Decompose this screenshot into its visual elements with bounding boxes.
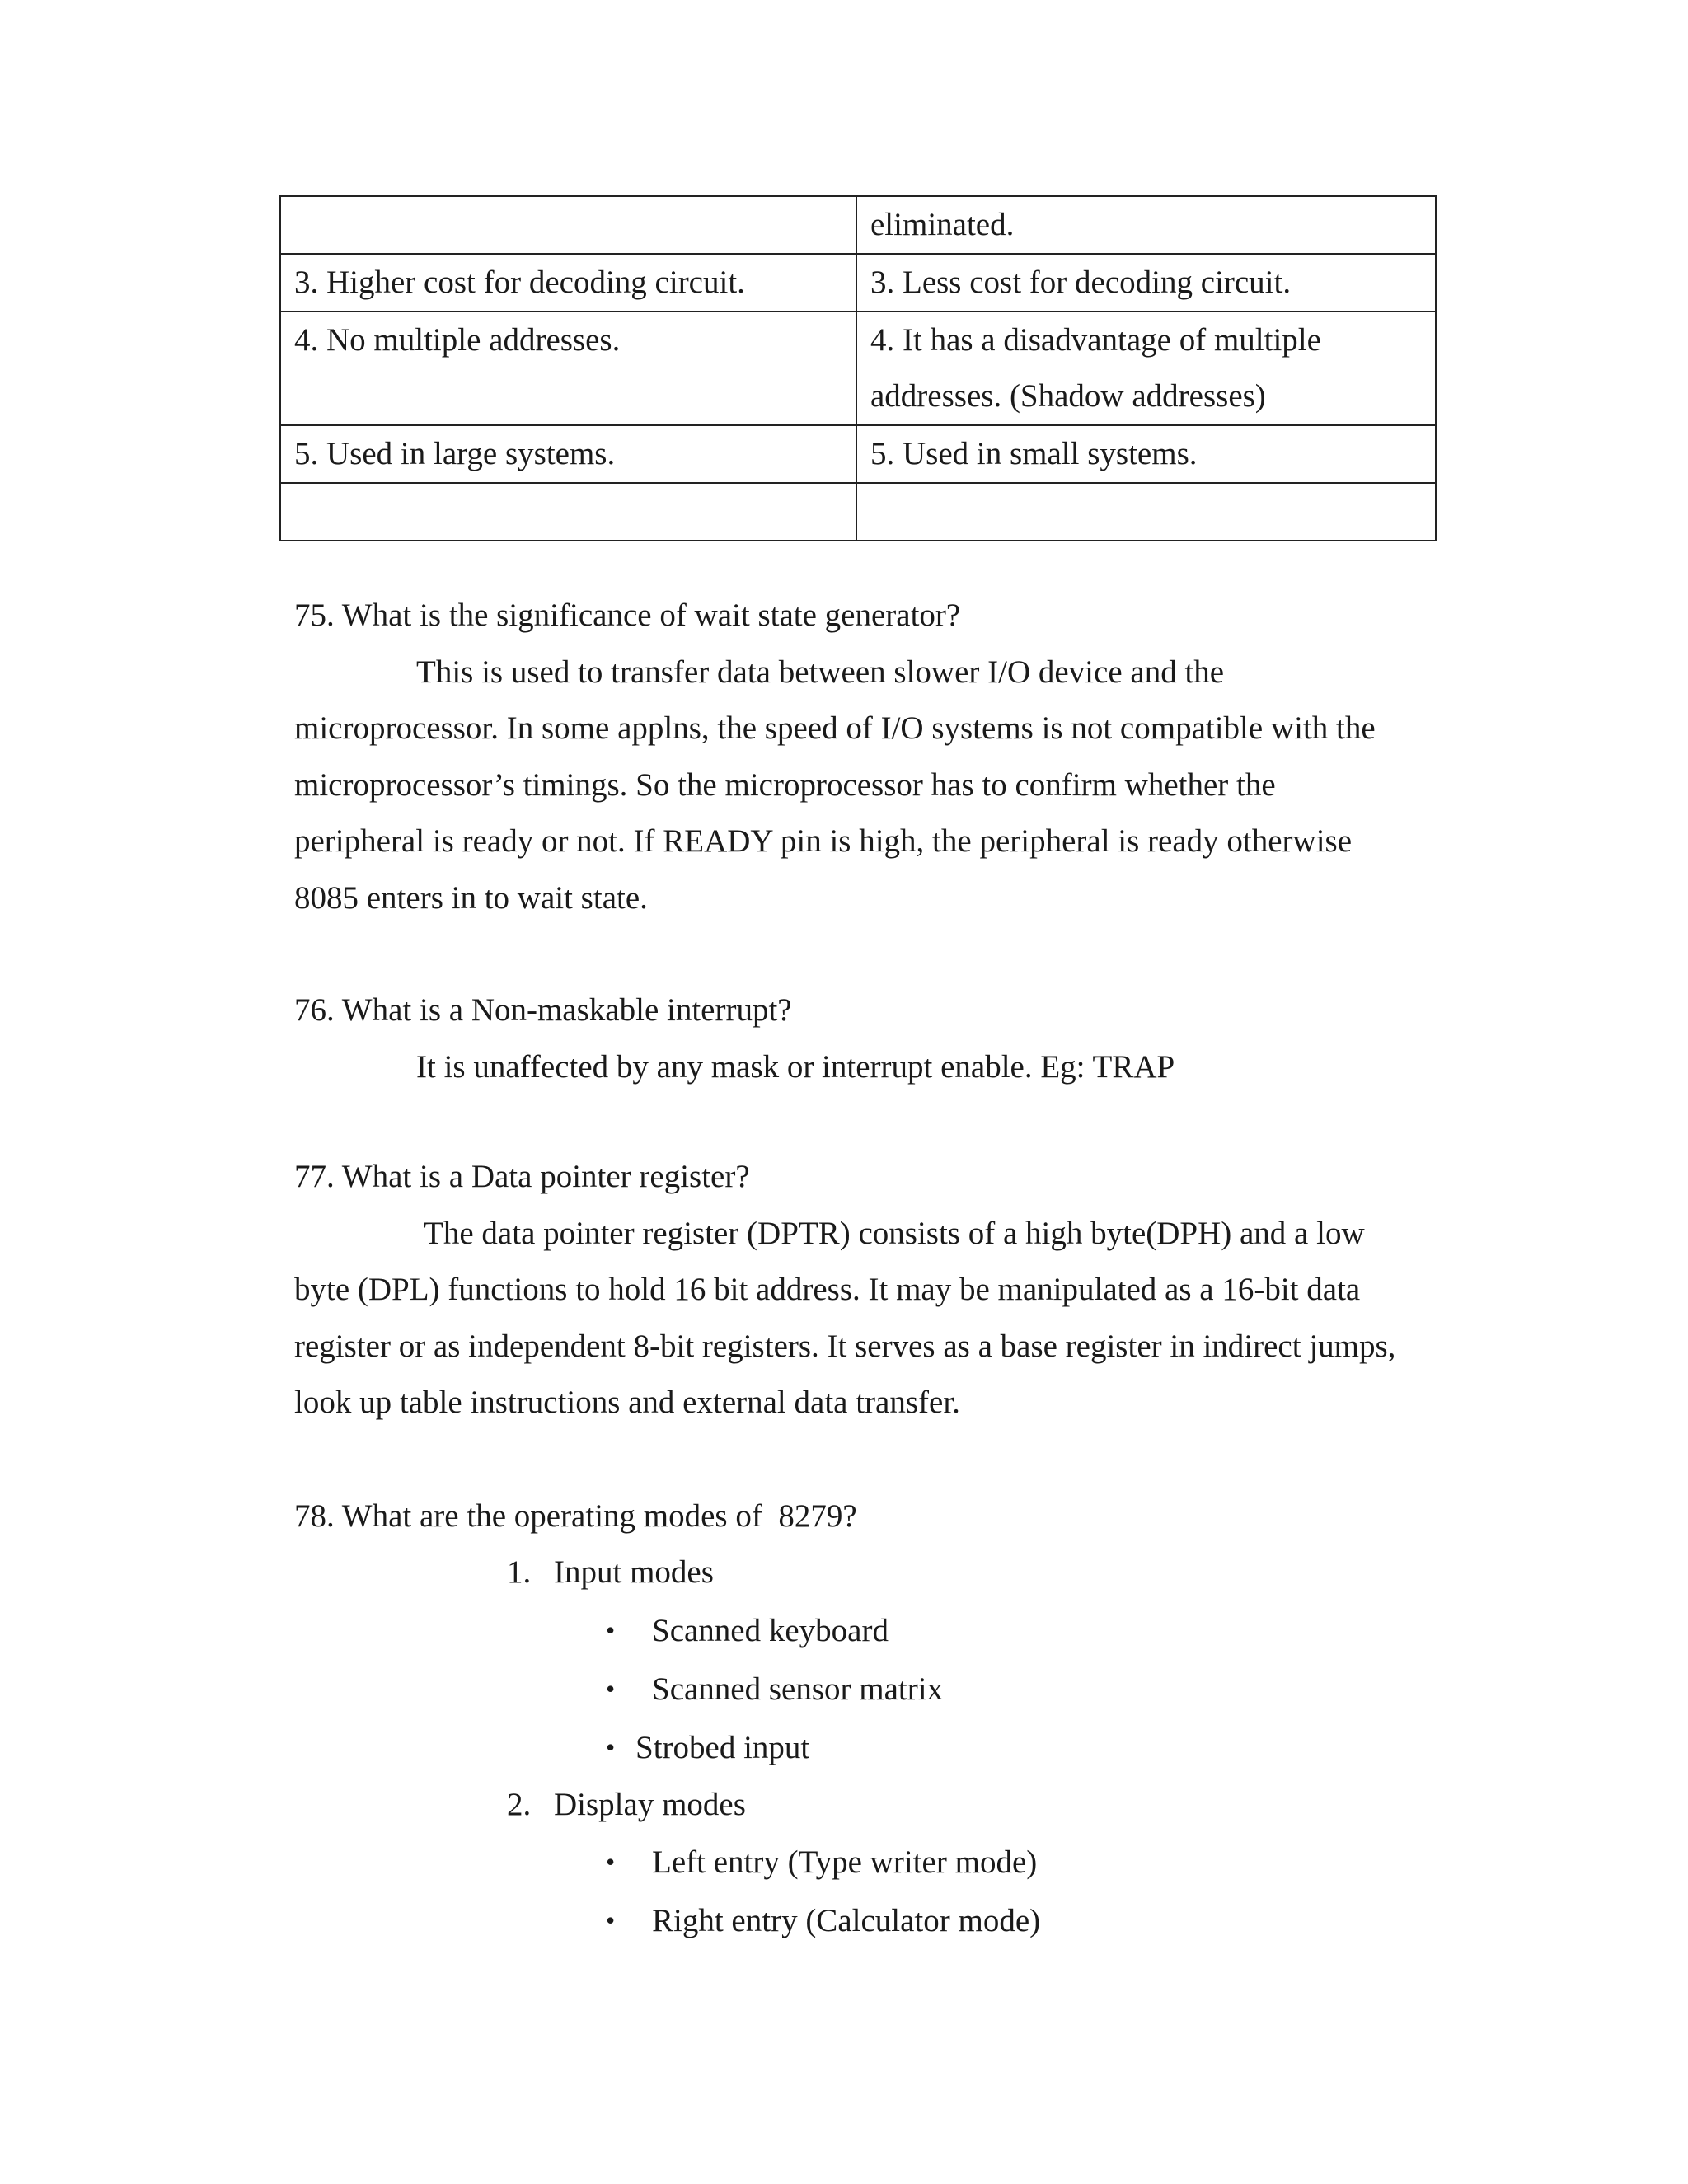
answer-text: [294, 1206, 1440, 1432]
table-row: [280, 254, 1436, 312]
table-cell: 5. Used in small systems.: [856, 425, 1436, 483]
list-item: [294, 1544, 1440, 1601]
question-heading: 78. What are the operating modes of 8279?: [294, 1498, 857, 1534]
table-cell: [856, 483, 1436, 541]
bullet-item: [294, 1891, 1440, 1950]
answer-line: The data pointer register (DPTR) consists of a high byte(DPH) and a low: [416, 1215, 1365, 1251]
list-item-label: Display modes: [554, 1786, 746, 1822]
question-heading: 76. What is a Non-maskable interrupt?: [294, 992, 792, 1028]
answer-line: It is unaffected by any mask or interrupt enable. Eg: TRAP: [416, 1048, 1175, 1085]
bullet-label: Left entry (Type writer mode): [652, 1844, 1038, 1880]
bullet-label: Scanned sensor matrix: [652, 1671, 944, 1707]
bullet-item: [294, 1833, 1440, 1891]
bullet-icon: •: [606, 1905, 616, 1935]
answer-line: byte (DPL) functions to hold 16 bit address. It may be manipulated as a 16-bit data: [294, 1272, 1361, 1307]
list-item-label: Input modes: [554, 1554, 714, 1590]
question-78: [294, 1488, 1440, 1545]
table-cell: 5. Used in large systems.: [280, 425, 856, 483]
answer-line: peripheral is ready or not. If READY pin is high, the peripheral is ready otherwise: [294, 823, 1353, 859]
answer-line: look up table instructions and external data transfer.: [294, 1385, 960, 1420]
answer-line: This is used to transfer data between slower I/O device and the: [416, 654, 1225, 690]
list-item: [294, 1777, 1440, 1834]
answer-text: [294, 644, 1440, 927]
table-cell: eliminated.: [856, 196, 1436, 254]
answer-line: register or as independent 8-bit registers. It serves as a base register in indirect jumps,: [294, 1328, 1396, 1364]
table-cell: 3. Less cost for decoding circuit.: [856, 254, 1436, 312]
table-row: [280, 483, 1436, 541]
table-row: [280, 425, 1436, 483]
answer-line: microprocessor. In some applns, the speed of I/O systems is not compatible with the: [294, 710, 1376, 746]
table-cell: 4. No multiple addresses.: [280, 312, 856, 425]
bullet-item: [294, 1718, 1440, 1777]
bullet-label: Right entry (Calculator mode): [652, 1903, 1041, 1938]
answer-text: [294, 1039, 1440, 1096]
table-cell: [280, 483, 856, 541]
table-row: [280, 196, 1436, 254]
question-heading: 75. What is the significance of wait state generator?: [294, 598, 961, 633]
answer-line: microprocessor’s timings. So the microprocessor has to confirm whether the: [294, 766, 1276, 803]
modes-list: [294, 1544, 1440, 1950]
table-row: [280, 312, 1436, 425]
bullet-icon: •: [606, 1847, 616, 1877]
list-number: 2.: [507, 1786, 532, 1822]
table-cell: 3. Higher cost for decoding circuit.: [280, 254, 856, 312]
table-cell: [280, 196, 856, 254]
question-76: [294, 982, 1440, 1095]
bullet-icon: •: [606, 1673, 616, 1704]
question-heading: 77. What is a Data pointer register?: [294, 1159, 750, 1194]
table-cell-line: 4. It has a disadvantage of multiple: [870, 322, 1321, 358]
answer-line: 8085 enters in to wait state.: [294, 879, 648, 916]
bullet-label: Scanned keyboard: [652, 1612, 889, 1648]
comparison-table: [279, 195, 1437, 541]
question-75: [294, 588, 1440, 926]
bullet-label: Strobed input: [635, 1729, 810, 1765]
bullet-icon: •: [606, 1615, 616, 1645]
table-cell-multiline: [856, 312, 1436, 425]
list-number: 1.: [507, 1554, 532, 1590]
bullet-item: [294, 1660, 1440, 1718]
table-cell-line: addresses. (Shadow addresses): [870, 378, 1266, 414]
question-77: [294, 1149, 1440, 1432]
bullet-icon: •: [606, 1732, 616, 1762]
bullet-item: [294, 1601, 1440, 1660]
